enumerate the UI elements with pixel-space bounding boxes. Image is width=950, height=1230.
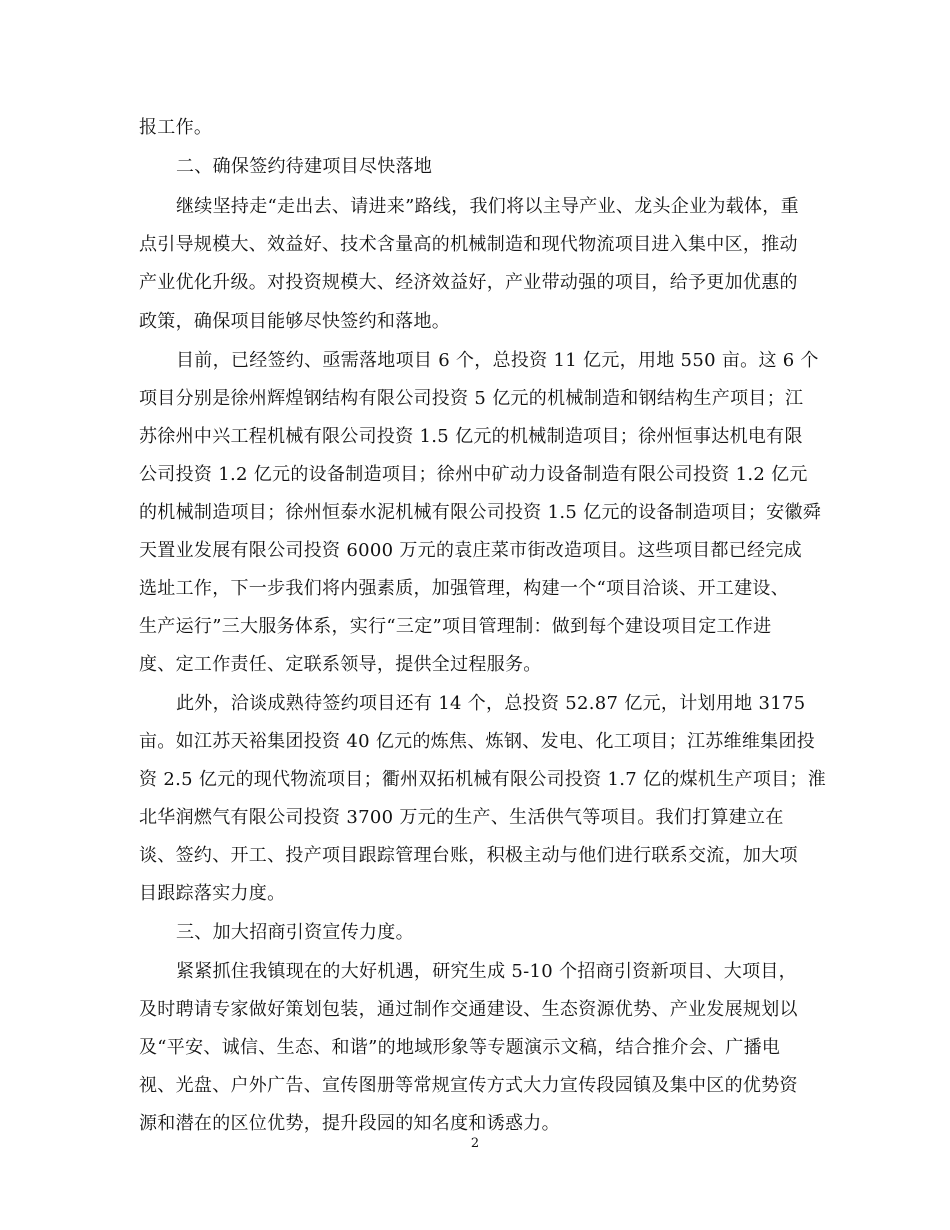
text-line: 生产运行”三大服务体系，实行“三定”项目管理制：做到每个建设项目定工作进: [139, 616, 772, 637]
text-line: 政策，确保项目能够尽快签约和落地。: [139, 311, 451, 332]
text-line: 此外，洽谈成熟待签约项目还有 14 个，总投资 52.87 亿元，计划用地 3175: [176, 693, 806, 714]
section-heading: 二、确保签约待建项目尽快落地: [176, 156, 433, 177]
text-line: 选址工作，下一步我们将内强素质，加强管理，构建一个“项目洽谈、开工建设、: [139, 578, 789, 599]
text-line: 目前，已经签约、亟需落地项目 6 个，总投资 11 亿元，用地 550 亩。这 6 个: [176, 350, 819, 371]
text-line: 报工作。: [139, 117, 213, 138]
text-line: 谈、签约、开工、投产项目跟踪管理台账，积极主动与他们进行联系交流，加大项: [139, 845, 798, 866]
text-line: 苏徐州中兴工程机械有限公司投资 1.5 亿元的机械制造项目；徐州恒事达机电有限: [139, 426, 803, 447]
text-line: 视、光盘、户外广告、宣传图册等常规宣传方式大力宣传段园镇及集中区的优势资: [139, 1075, 798, 1096]
text-line: 点引导规模大、效益好、技术含量高的机械制造和现代物流项目进入集中区，推动: [139, 234, 798, 255]
text-line: 及“平安、诚信、生态、和谐”的地域形象等专题演示文稿，结合推介会、广播电: [139, 1037, 781, 1058]
text-line: 天置业发展有限公司投资 6000 万元的袁庄菜市街改造项目。这些项目都已经完成: [139, 540, 802, 561]
text-line: 亩。如江苏天裕集团投资 40 亿元的炼焦、炼钢、发电、化工项目；江苏维维集团投: [139, 731, 816, 752]
text-line: 紧紧抓住我镇现在的大好机遇，研究生成 5-10 个招商引资新项目、大项目，: [176, 961, 797, 982]
page-number: 2: [470, 1136, 480, 1151]
text-line: 北华润燃气有限公司投资 3700 万元的生产、生活供气等项目。我们打算建立在: [139, 807, 784, 828]
text-line: 的机械制造项目；徐州恒泰水泥机械有限公司投资 1.5 亿元的设备制造项目；安徽舜: [139, 502, 822, 523]
text-line: 资 2.5 亿元的现代物流项目；衢州双拓机械有限公司投资 1.7 亿的煤机生产项目；淮: [139, 769, 827, 790]
text-line: 目跟踪落实力度。: [139, 883, 286, 904]
text-line: 项目分别是徐州辉煌钢结构有限公司投资 5 亿元的机械制造和钢结构生产项目；江: [139, 388, 804, 409]
text-line: 源和潜在的区位优势，提升段园的知名度和诱惑力。: [139, 1113, 560, 1134]
text-line: 公司投资 1.2 亿元的设备制造项目；徐州中矿动力设备制造有限公司投资 1.2 亿元: [139, 464, 808, 485]
text-line: 继续坚持走“走出去、请进来”路线，我们将以主导产业、龙头企业为载体，重: [176, 196, 799, 217]
text-line: 产业优化升级。对投资规模大、经济效益好，产业带动强的项目，给予更加优惠的: [139, 272, 798, 293]
text-line: 度、定工作责任、定联系领导，提供全过程服务。: [139, 654, 542, 675]
section-heading: 三、加大招商引资宣传力度。: [176, 922, 414, 943]
text-line: 及时聘请专家做好策划包装，通过制作交通建设、生态资源优势、产业发展规划以: [139, 999, 798, 1020]
